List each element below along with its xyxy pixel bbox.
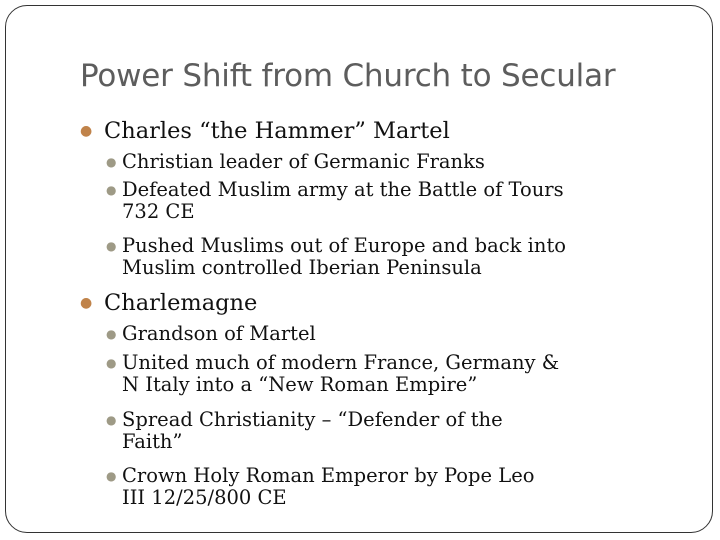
sub-bullet-continuation: III 12/25/800 CE xyxy=(122,486,287,509)
sub-bullet-dot-icon: ● xyxy=(106,356,117,370)
sub-bullet-continuation: Muslim controlled Iberian Peninsula xyxy=(122,256,482,279)
bullet-text: Charles “the Hammer” Martel xyxy=(104,118,450,144)
sub-bullet-dot-icon: ● xyxy=(106,183,117,197)
bullet-dot-icon: ● xyxy=(80,123,93,139)
bullet-text: Charlemagne xyxy=(104,290,258,316)
sub-bullet-continuation: N Italy into a “New Roman Empire” xyxy=(122,373,478,396)
sub-bullet-dot-icon: ● xyxy=(106,413,117,427)
bullet-item-charlemagne xyxy=(80,290,257,316)
sub-bullet-continuation: 732 CE xyxy=(122,200,195,223)
sub-bullet-text: United much of modern France, Germany & xyxy=(122,351,560,374)
sub-bullet-text: Spread Christianity – “Defender of the xyxy=(122,408,503,431)
sub-bullet-dot-icon: ● xyxy=(106,469,117,483)
sub-bullet-item xyxy=(106,150,485,174)
sub-bullet-dot-icon: ● xyxy=(106,239,117,253)
sub-bullet-continuation: Faith” xyxy=(122,430,183,453)
sub-bullet-item xyxy=(106,464,534,510)
bullet-dot-icon: ● xyxy=(80,295,93,311)
sub-bullet-dot-icon: ● xyxy=(106,155,117,169)
sub-bullet-dot-icon: ● xyxy=(106,327,117,341)
sub-bullet-item xyxy=(106,408,503,454)
sub-bullet-item xyxy=(106,351,559,397)
sub-bullet-text: Defeated Muslim army at the Battle of Tours xyxy=(122,178,564,201)
sub-bullet-item xyxy=(106,234,566,280)
sub-bullet-text: Crown Holy Roman Emperor by Pope Leo xyxy=(122,464,535,487)
sub-bullet-text: Grandson of Martel xyxy=(122,322,316,345)
bullet-item-martel xyxy=(80,118,450,144)
sub-bullet-text: Christian leader of Germanic Franks xyxy=(122,150,485,173)
sub-bullet-item xyxy=(106,178,564,224)
sub-bullet-item xyxy=(106,322,316,346)
sub-bullet-text: Pushed Muslims out of Europe and back into xyxy=(122,234,567,257)
slide-title: Power Shift from Church to Secular xyxy=(80,58,616,94)
